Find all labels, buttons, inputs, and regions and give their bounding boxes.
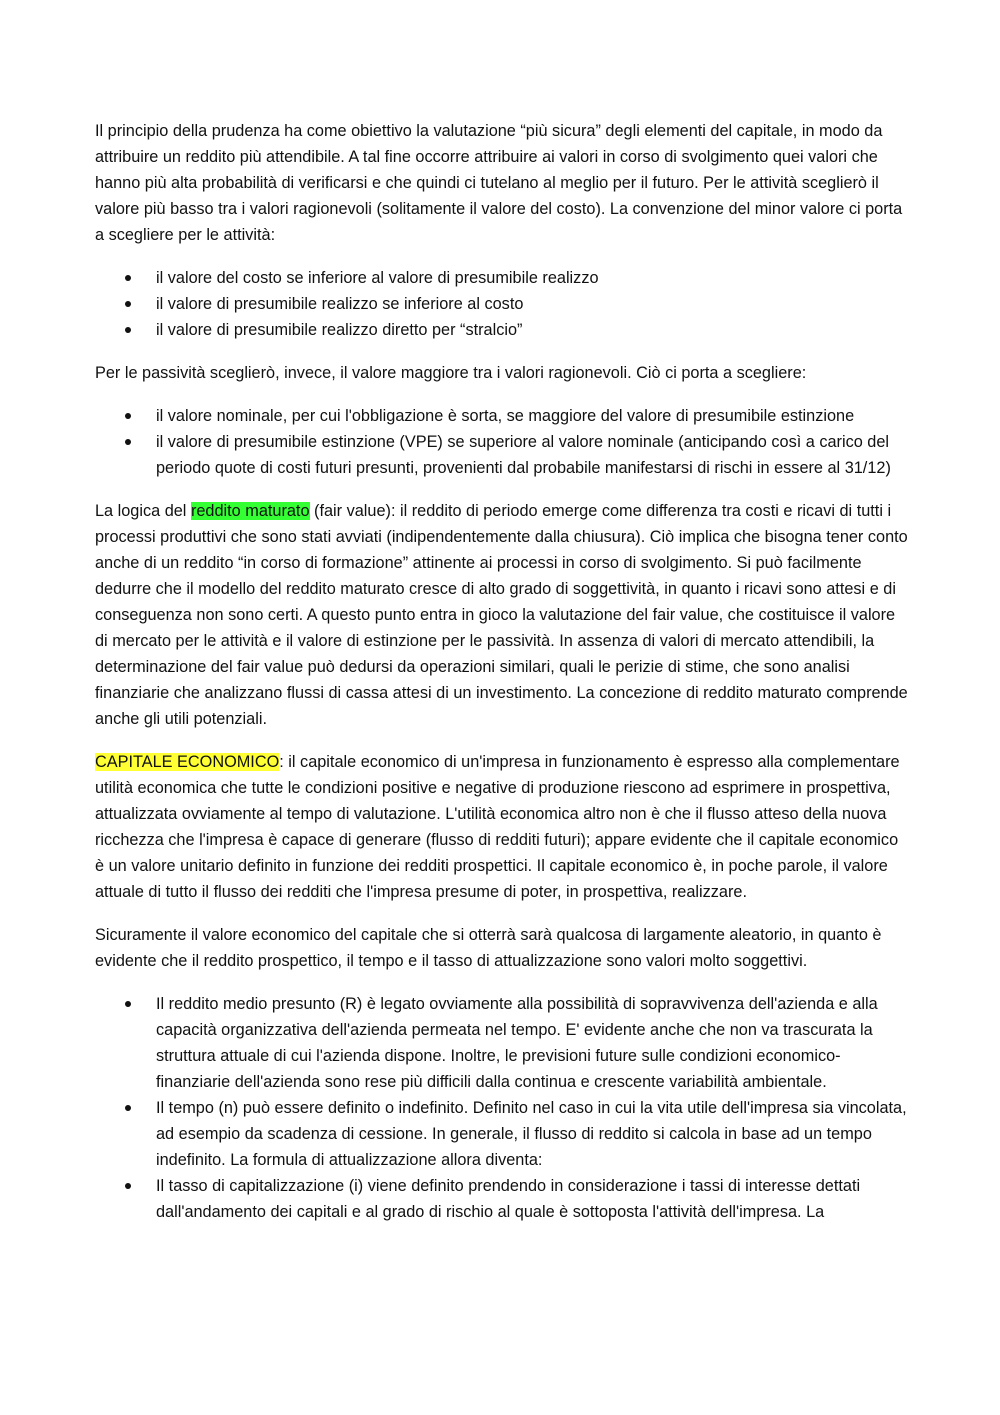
list-item: il valore nominale, per cui l'obbligazione è sorta, se maggiore del valore di presumibile estinzione: [95, 403, 910, 429]
list-item: Il tempo (n) può essere definito o indefinito. Definito nel caso in cui la vita utile dell'impresa sia vincolata, ad esempio da scadenza di cessione. In generale, il flusso di reddito si calcola in base ad un tempo indefinito. La formula di attualizzazione allora diventa:: [95, 1095, 910, 1173]
paragraph-valore-economico: Sicuramente il valore economico del capitale che si otterrà sarà qualcosa di largamente aleatorio, in quanto è evidente che il reddito prospettico, il tempo e il tasso di attualizzazione sono valori molto soggettivi.: [95, 926, 882, 970]
paragraph-capitale-economico: [95, 749, 910, 905]
paragraph-passivita: Per le passività sceglierò, invece, il valore maggiore tra i valori ragionevoli. Ciò ci porta a scegliere:: [95, 364, 807, 382]
list-item: Il reddito medio presunto (R) è legato ovviamente alla possibilità di sopravvivenza dell'azienda e alla capacità organizzativa dell'azienda permeata nel tempo. E' evidente anche che non va trascurata la struttura attuale di cui l'azienda dispone. Inoltre, le previsioni future sulle condizioni economico-finanziarie dell'azienda sono rese più difficili dalla continua e crescente variabilità ambientale.: [95, 991, 910, 1095]
list-item: il valore di presumibile realizzo diretto per “stralcio”: [95, 317, 910, 343]
paragraph-reddito-maturato: [95, 498, 910, 732]
text-segment: La logica del: [95, 502, 191, 520]
text-segment: : il capitale economico di un'impresa in funzionamento è espresso alla complementare utilità economica che tutte le condizioni positive e negative di produzione riescono ad esprimere in prospettiva, attualizzata ovviamente al tempo di valutazione. L'utilità economica altro non è che il flusso atteso della nuova ricchezza che l'impresa è capace di generare (flusso di redditi futuri); appare evidente che il capitale economico è un valore unitario definito in funzione dei redditi prospettici. Il capitale economico è, in poche parole, il valore attuale di tutto il flusso dei redditi che l'impresa presume di poter, in prospettiva, realizzare.: [95, 753, 900, 901]
highlight-capitale-economico: CAPITALE ECONOMICO: [95, 753, 280, 771]
list-item: Il tasso di capitalizzazione (i) viene definito prendendo in considerazione i tassi di interesse dettati dall'andamento dei capitali e al grado di rischio al quale è sottoposta l'attività dell'impresa. La: [95, 1173, 910, 1225]
bullet-list-passivita: [95, 403, 910, 481]
highlight-reddito-maturato: reddito maturato: [190, 502, 310, 520]
bullet-list-parametri: [95, 991, 910, 1225]
paragraph-prudenza: Il principio della prudenza ha come obiettivo la valutazione “più sicura” degli elementi del capitale, in modo da attribuire un reddito più attendibile. A tal fine occorre attribuire ai valori in corso di svolgimento quei valori che hanno più alta probabilità di verificarsi e che quindi ci tutelano al meglio per il futuro. Per le attività sceglierò il valore più basso tra i valori ragionevoli (solitamente il valore del costo). La convenzione del minor valore ci porta a scegliere per le attività:: [95, 122, 903, 244]
document-page: [95, 118, 910, 1242]
list-item: il valore di presumibile realizzo se inferiore al costo: [95, 291, 910, 317]
bullet-list-attivita: [95, 265, 910, 343]
text-segment: (fair value): il reddito di periodo emerge come differenza tra costi e ricavi di tutti i processi produttivi che sono stati avviati (indipendentemente dalla chiusura). Ciò implica che bisogna tener conto anche di un reddito “in corso di formazione” attinente ai processi in corso di svolgimento. Si può facilmente dedurre che il modello del reddito maturato cresce di alto grado di soggettività, in quanto i ricavi sono attesi e di conseguenza non sono certi. A questo punto entra in gioco la valutazione del fair value, che costituisce il valore di mercato per le attività e il valore di estinzione per le passività. In assenza di valori di mercato attendibili, la determinazione del fair value può dedursi da operazioni similari, quali le perizie di stime, che sono analisi finanziarie che analizzano flussi di cassa attesi di un investimento. La concezione di reddito maturato comprende anche gli utili potenziali.: [95, 502, 908, 728]
list-item: il valore del costo se inferiore al valore di presumibile realizzo: [95, 265, 910, 291]
list-item: il valore di presumibile estinzione (VPE) se superiore al valore nominale (anticipando così a carico del periodo quote di costi futuri presunti, provenienti dal probabile manifestarsi di rischi in essere al 31/12): [95, 429, 910, 481]
